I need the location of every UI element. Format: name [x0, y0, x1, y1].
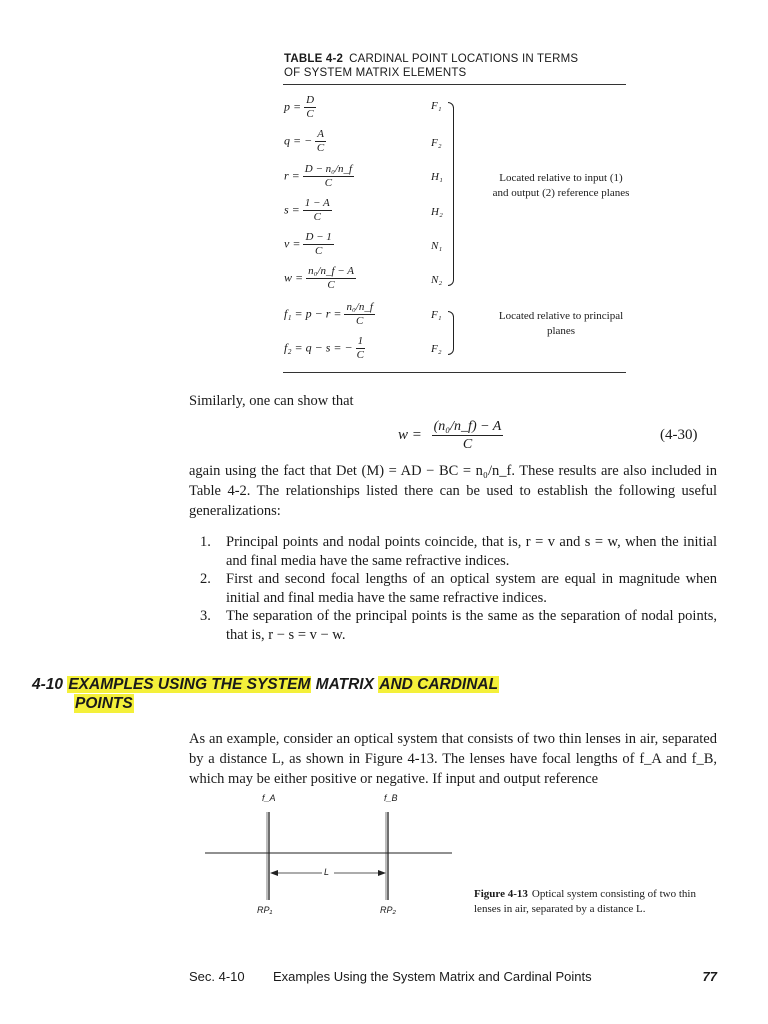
formula-den: C	[356, 349, 364, 361]
list-number: 2.	[200, 571, 211, 587]
formula-num: D	[306, 94, 315, 106]
formula-den: C	[314, 245, 323, 257]
table-title-line2: OF SYSTEM MATRIX ELEMENTS	[284, 67, 467, 79]
formula-lhs: p =	[284, 99, 302, 114]
lens-a-label: f_A	[262, 793, 276, 803]
section-heading	[32, 675, 499, 713]
table-point-label: H₂	[431, 206, 443, 218]
formula-lhs: v =	[284, 236, 301, 251]
table-note-principal-planes: Located relative to principal planes	[498, 310, 624, 337]
table-row-formula	[284, 301, 375, 328]
footer-section: Sec. 4-10	[189, 969, 245, 984]
list-text: The separation of the principal points is the same as the separation of nodal points, that is, r − s = v − w.	[226, 608, 717, 643]
table-top-rule	[283, 84, 626, 85]
paragraph-example: As an example, consider an optical system that consists of two thin lenses in air, separated by a distance L, as shown in Figure 4-13. The lenses have focal lengths of f_A and f_B, which may be either positive or negative. If input and output reference	[189, 731, 717, 787]
figure-caption-label: Figure 4-13	[474, 888, 528, 900]
equation-4-30	[398, 418, 503, 453]
formula-den: C	[313, 211, 321, 223]
footer-title: Examples Using the System Matrix and Cardinal Points	[273, 969, 592, 984]
table-row-formula	[284, 265, 356, 292]
rp2-label: RP₂	[380, 905, 396, 915]
equation-lhs: w =	[398, 426, 422, 443]
section-title-plain: MATRIX	[315, 676, 374, 693]
figure-caption-text: Optical system consisting of two thin lenses in air, separated by a distance L.	[474, 888, 696, 915]
formula-lhs: w =	[284, 270, 304, 285]
section-number: 4-10	[32, 676, 64, 693]
formula-den: C	[306, 108, 314, 120]
table-bottom-rule	[283, 372, 626, 373]
formula-num: D − 1	[305, 231, 332, 243]
lens-b-label: f_B	[384, 793, 398, 803]
paragraph-generalizations: again using the fact that Det (M) = AD − BC = n₀/n_f. These results are also included in Table 4-2. The relationships listed there can be used to establish the following useful generalizations:	[189, 463, 717, 519]
table-point-label: F₁	[431, 309, 442, 321]
table-row-formula	[284, 335, 365, 362]
section-title-highlight-2: AND CARDINAL	[379, 676, 499, 693]
formula-num: n₀/n_f	[346, 301, 373, 313]
table-row-formula	[284, 128, 326, 155]
table-title-line1: CARDINAL POINT LOCATIONS IN TERMS	[349, 53, 579, 65]
table-row-formula	[284, 94, 316, 121]
similarly-text: Similarly, one can show that	[189, 393, 354, 409]
arrowhead-right	[378, 870, 386, 876]
equation-den: C	[462, 437, 473, 452]
equation-num: (n₀/n_f) − A	[433, 419, 502, 434]
table-row-formula	[284, 163, 354, 190]
right-brace-principal	[448, 311, 454, 355]
section-title-highlight-1: EXAMPLES USING THE SYSTEM	[68, 676, 311, 693]
table-note-reference-planes: Located relative to input (1) and output (2) reference planes	[492, 172, 630, 199]
formula-lhs: f₂ = q − s = −	[284, 340, 353, 355]
formula-num: 1	[357, 335, 364, 347]
figure-caption	[474, 887, 724, 917]
table-point-label: F₂	[431, 343, 442, 355]
section-title-highlight-3: POINTS	[75, 695, 133, 712]
figure-4-13-diagram	[180, 790, 470, 925]
table-row-formula	[284, 197, 332, 224]
formula-num: A	[317, 128, 324, 140]
list-text: Principal points and nodal points coincide, that is, r = v and s = w, when the initial and final media have the same refractive indices.	[226, 534, 717, 569]
equation-number: (4-30)	[660, 427, 698, 443]
right-brace-reference	[448, 102, 454, 286]
formula-lhs: q = −	[284, 133, 313, 148]
table-point-label: F₂	[431, 137, 442, 149]
formula-den: C	[327, 279, 335, 291]
formula-lhs: f₁ = p − r =	[284, 306, 342, 321]
table-point-label: N₁	[431, 240, 443, 252]
formula-num: n₀/n_f − A	[308, 265, 354, 277]
table-row-formula	[284, 231, 334, 258]
table-point-label: H₁	[431, 171, 443, 183]
table-point-label: N₂	[431, 274, 443, 286]
formula-den: C	[356, 315, 364, 327]
list-number: 1.	[200, 534, 211, 550]
formula-lhs: s =	[284, 202, 300, 217]
distance-label: L	[324, 867, 330, 877]
table-point-label: F₁	[431, 100, 442, 112]
formula-den: C	[324, 177, 333, 189]
rp1-label: RP₁	[257, 905, 273, 915]
list-number: 3.	[200, 608, 211, 624]
table-title	[284, 52, 624, 80]
formula-num: D − n₀/n_f	[304, 163, 353, 175]
table-label: TABLE 4-2	[284, 53, 344, 65]
arrowhead-left	[270, 870, 278, 876]
formula-num: 1 − A	[304, 197, 330, 209]
list-text: First and second focal lengths of an optical system are equal in magnitude when initial and final media have the same refractive indices.	[226, 571, 717, 606]
formula-lhs: r =	[284, 168, 300, 183]
page-number: 77	[702, 969, 717, 984]
formula-den: C	[316, 142, 325, 154]
